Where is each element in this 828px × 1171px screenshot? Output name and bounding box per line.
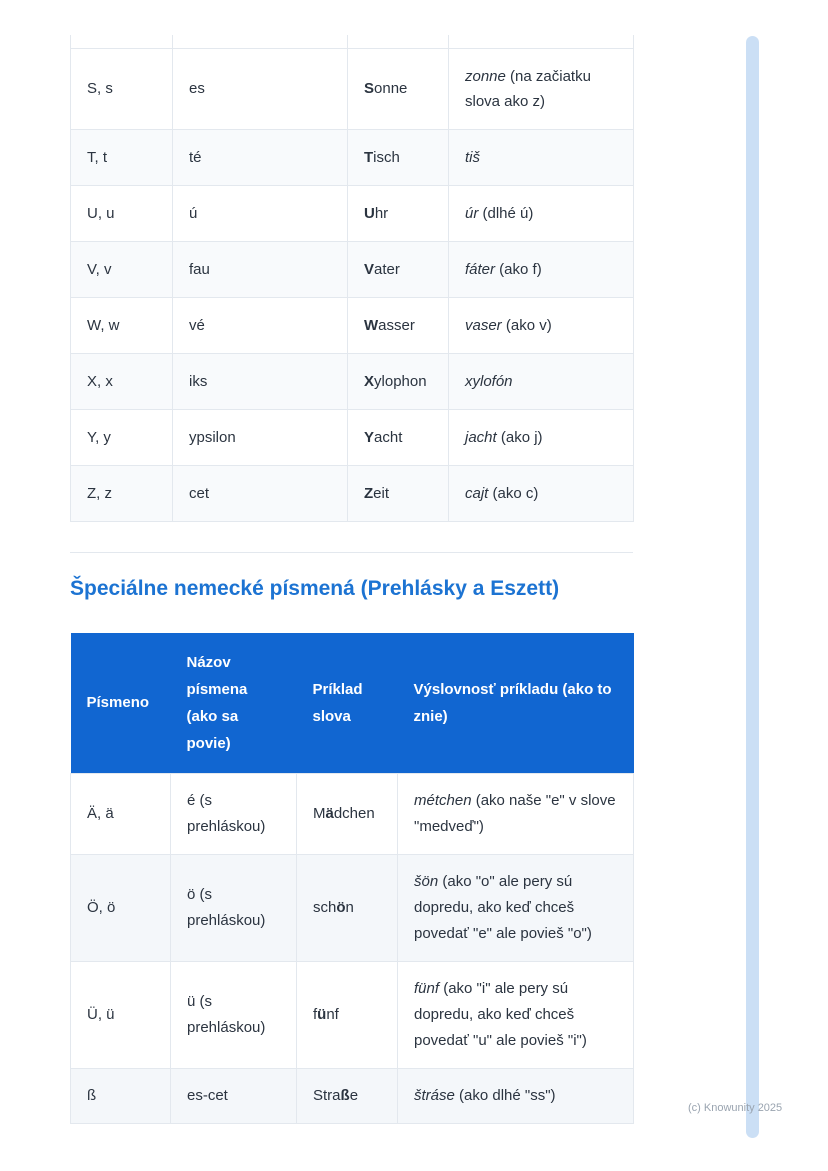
pronunciation-italic: zonne: [465, 67, 506, 85]
example-bold-letter: Z: [364, 484, 374, 502]
example-bold-letter: U: [364, 204, 375, 222]
table-row: [71, 353, 634, 409]
name-cell: ü (s prehláskou): [171, 961, 297, 1068]
table-row: [71, 297, 634, 353]
pronunciation-cell: [449, 409, 634, 465]
name-cell: ú: [173, 185, 348, 241]
name-cell: té: [173, 129, 348, 185]
copyright-text: (c) Knowunity 2025: [688, 1102, 783, 1114]
table-row: [71, 409, 634, 465]
name-cell: é (s prehláskou): [171, 773, 297, 854]
letter-cell: U, u: [71, 185, 173, 241]
cut-off-table-row: [71, 35, 634, 48]
example-cell: [348, 48, 449, 129]
name-cell: ö (s prehláskou): [171, 854, 297, 961]
pronunciation-cell: [449, 297, 634, 353]
pronunciation-italic: cajt: [465, 484, 489, 502]
example-pre: sch: [313, 898, 337, 916]
example-pre: M: [313, 804, 326, 822]
letter-cell: Y, y: [71, 409, 173, 465]
table-header-row: [71, 633, 634, 774]
pronunciation-rest: (dlhé ú): [478, 204, 534, 222]
letter-cell: Ü, ü: [71, 961, 171, 1068]
pronunciation-italic: fünf: [414, 979, 440, 997]
pronunciation-rest: (ako naše "e" v slove "medveď"): [414, 791, 616, 835]
example-cell: [348, 409, 449, 465]
example-cell: [348, 297, 449, 353]
pronunciation-cell: [398, 1068, 634, 1123]
pronunciation-cell: [398, 854, 634, 961]
pronunciation-italic: xylofón: [465, 372, 513, 390]
pronunciation-italic: úr: [465, 204, 479, 222]
example-cell: [297, 854, 398, 961]
example-post: isch: [373, 148, 400, 166]
name-cell: cet: [173, 465, 348, 521]
letter-cell: Z, z: [71, 465, 173, 521]
example-cell: [348, 241, 449, 297]
example-cell: [348, 353, 449, 409]
example-cell: [297, 1068, 398, 1123]
pronunciation-cell: [449, 465, 634, 521]
example-post: acht: [374, 428, 403, 446]
pronunciation-cell: [449, 185, 634, 241]
table-row: [71, 1068, 634, 1123]
name-cell: es-cet: [171, 1068, 297, 1123]
table-row: [71, 961, 634, 1068]
table-row: [71, 854, 634, 961]
table-cell: [173, 35, 348, 48]
example-bold-letter: ß: [340, 1086, 350, 1104]
pronunciation-rest: (ako "i" ale pery sú dopredu, ako keď chceš povedať "u" ale povieš "i"): [414, 979, 587, 1049]
letter-cell: Ä, ä: [71, 773, 171, 854]
example-bold-letter: ü: [317, 1005, 327, 1023]
name-cell: iks: [173, 353, 348, 409]
pronunciation-cell: [449, 241, 634, 297]
pronunciation-italic: šön: [414, 872, 439, 890]
content-area: [70, 35, 633, 1124]
example-bold-letter: X: [364, 372, 375, 390]
section-divider: [70, 552, 633, 553]
pronunciation-rest: (na začiatku slova ako z): [465, 67, 591, 110]
pronunciation-italic: fáter: [465, 260, 496, 278]
pronunciation-rest: (ako j): [496, 428, 543, 446]
table-cell: [71, 35, 173, 48]
table-row: [71, 129, 634, 185]
letter-cell: ß: [71, 1068, 171, 1123]
example-pre: f: [313, 1005, 318, 1023]
table-row: [71, 185, 634, 241]
example-bold-letter: W: [364, 316, 379, 334]
pronunciation-italic: jacht: [465, 428, 497, 446]
example-post: eit: [373, 484, 390, 502]
example-bold-letter: ä: [325, 804, 334, 822]
example-post: asser: [378, 316, 415, 334]
pronunciation-cell: [449, 129, 634, 185]
pronunciation-italic: štráse: [414, 1086, 455, 1104]
pronunciation-italic: vaser: [465, 316, 502, 334]
table-row: [71, 773, 634, 854]
column-header-pronunciation: Výslovnosť príkladu (ako to znie): [398, 633, 634, 774]
pronunciation-cell: [449, 353, 634, 409]
letter-cell: W, w: [71, 297, 173, 353]
example-post: ylophon: [374, 372, 427, 390]
example-bold-letter: S: [364, 80, 375, 97]
example-post: nf: [326, 1005, 339, 1023]
example-pre: Stra: [313, 1086, 341, 1104]
pronunciation-italic: tiš: [465, 148, 480, 166]
letter-cell: V, v: [71, 241, 173, 297]
scrollbar[interactable]: [746, 36, 759, 1138]
table-row: [71, 48, 634, 129]
pronunciation-rest: (ako c): [488, 484, 539, 502]
letter-cell: S, s: [71, 48, 173, 129]
table-cell: [348, 35, 449, 48]
pronunciation-rest: (ako dlhé "ss"): [454, 1086, 556, 1104]
name-cell: vé: [173, 297, 348, 353]
section-heading: Špeciálne nemecké písmená (Prehlásky a Eszett): [70, 576, 560, 600]
name-cell: fau: [173, 241, 348, 297]
column-header-letter: Písmeno: [71, 633, 171, 774]
example-post: onne: [374, 80, 408, 97]
example-post: e: [349, 1086, 359, 1104]
special-letters-table: [70, 633, 634, 1124]
table-row: [71, 241, 634, 297]
example-bold-letter: V: [364, 260, 375, 278]
example-post: n: [345, 898, 354, 916]
table-cell: [449, 35, 634, 48]
example-bold-letter: T: [364, 148, 374, 166]
pronunciation-cell: [398, 773, 634, 854]
letter-cell: X, x: [71, 353, 173, 409]
example-post: ater: [374, 260, 400, 278]
letter-cell: Ö, ö: [71, 854, 171, 961]
column-header-name: Názov písmena (ako sa povie): [171, 633, 297, 774]
example-cell: [348, 129, 449, 185]
example-cell: [348, 185, 449, 241]
pronunciation-cell: [398, 961, 634, 1068]
name-cell: es: [173, 48, 348, 129]
name-cell: ypsilon: [173, 409, 348, 465]
alphabet-table: [70, 35, 634, 522]
example-post: dchen: [333, 804, 375, 822]
pronunciation-rest: (ako f): [495, 260, 542, 278]
pronunciation-italic: métchen: [414, 791, 472, 809]
pronunciation-cell: [449, 48, 634, 129]
pronunciation-rest: (ako "o" ale pery sú dopredu, ako keď chceš povedať "e" ale povieš "o"): [414, 872, 592, 942]
table-row: [71, 465, 634, 521]
pronunciation-rest: (ako v): [501, 316, 552, 334]
example-cell: [297, 961, 398, 1068]
example-cell: [297, 773, 398, 854]
column-header-example: Príklad slova: [297, 633, 398, 774]
example-post: hr: [374, 204, 389, 222]
example-bold-letter: ö: [336, 898, 346, 916]
letter-cell: T, t: [71, 129, 173, 185]
example-cell: [348, 465, 449, 521]
example-bold-letter: Y: [364, 428, 375, 446]
